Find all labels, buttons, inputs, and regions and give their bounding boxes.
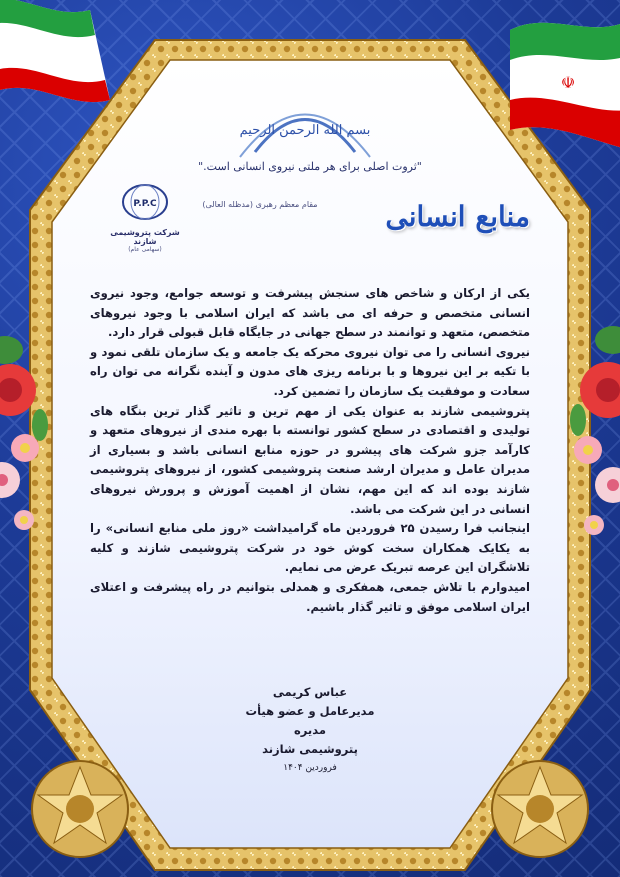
flowers-left-icon [0,330,60,560]
svg-text:☫: ☫ [560,73,576,92]
paragraph-2: نیروی انسانی را می توان نیروی محرکه یک جامعه و یک سازمان تلقی نمود و با تکیه بر این نیروها و با برنامه ریزی های مدون و آینده نگرانه می توان راه سعادت و موفقیت یک سازمان را تضمین کرد. [90,344,530,398]
message-body [90,284,530,617]
gold-rosette-right-icon [490,759,590,859]
paragraph-3: پتروشیمی شازند به عنوان یکی از مهم ترین و تاثیر گذار ترین بنگاه های تولیدی و اقتصادی در سطح کشور توانسته با بهره مندی از نیروهای متعهد و کارآمد جزو شرکت های پیشرو در حوزه منابع انسانی باشد و بسیاری از مدیران عامل و مدیران ارشد صنعت پتروشیمی کشور، از نیروهای پتروشیمی شازند بوده اند که این مهم، نشان از اهمیت آموزش و پرورش نیروهای انسانی در این شرکت می باشد. [90,403,530,516]
calligraphy-text: بسم الله الرحمن الرحیم [239,123,371,138]
paragraph-4: اینجانب فرا رسیدن ۲۵ فروردین ماه گرامیداشت «روز ملی منابع انسانی» را به یکایک همکاران سخت کوش خود در شرکت پتروشیمی شازند و کلیه تلاشگران این عرصه تبریک عرض می نمایم. [90,521,530,575]
signature-block [240,683,380,778]
paragraph-1: یکی از ارکان و شاخص های سنجش پیشرفت و توسعه جوامع، وجود نیروی انسانی متخصص و حرفه ای می باشد که ایران اسلامی با وجود نیروهای متخصص، متعهد و توانمند در سطح جهانی در جایگاه قابل قبولی قرار دارد. [90,286,530,340]
quote-text: "ثروت اصلی برای هر ملتی نیروی انسانی است." [198,160,422,173]
quote-author: مقام معظم رهبری (مدظله العالی) [202,200,318,209]
gold-rosette-left-icon [30,759,130,859]
paragraph-5: امیدوارم با تلاش جمعی، همفکری و همدلی بتوانیم در راه پیشرفت و اعتلای ایران اسلامی موفق و تاثیر گذار باشیم. [90,579,530,614]
signer-position: مدیرعامل و عضو هیأت مدیره [245,704,375,737]
logo-company-note: (سهامی عام) [128,246,162,253]
ppc-logo-icon [120,182,170,222]
signer-company: پتروشیمی شازند [262,742,358,756]
signer-name: عباس کریمی [272,685,348,699]
logo-company-name: شرکت پتروشیمی شازند [110,228,180,246]
calligraphy-emblem [230,72,380,162]
iran-flag-right-icon [500,0,620,150]
logo-mark-text: P.P.C [133,199,157,209]
flowers-right-icon [558,320,620,560]
page-title: منابع انسانی [385,200,530,233]
iran-flag-left-icon [0,0,130,110]
signature-date: فروردین ۱۴۰۴ [283,763,337,773]
company-logo [110,182,180,262]
